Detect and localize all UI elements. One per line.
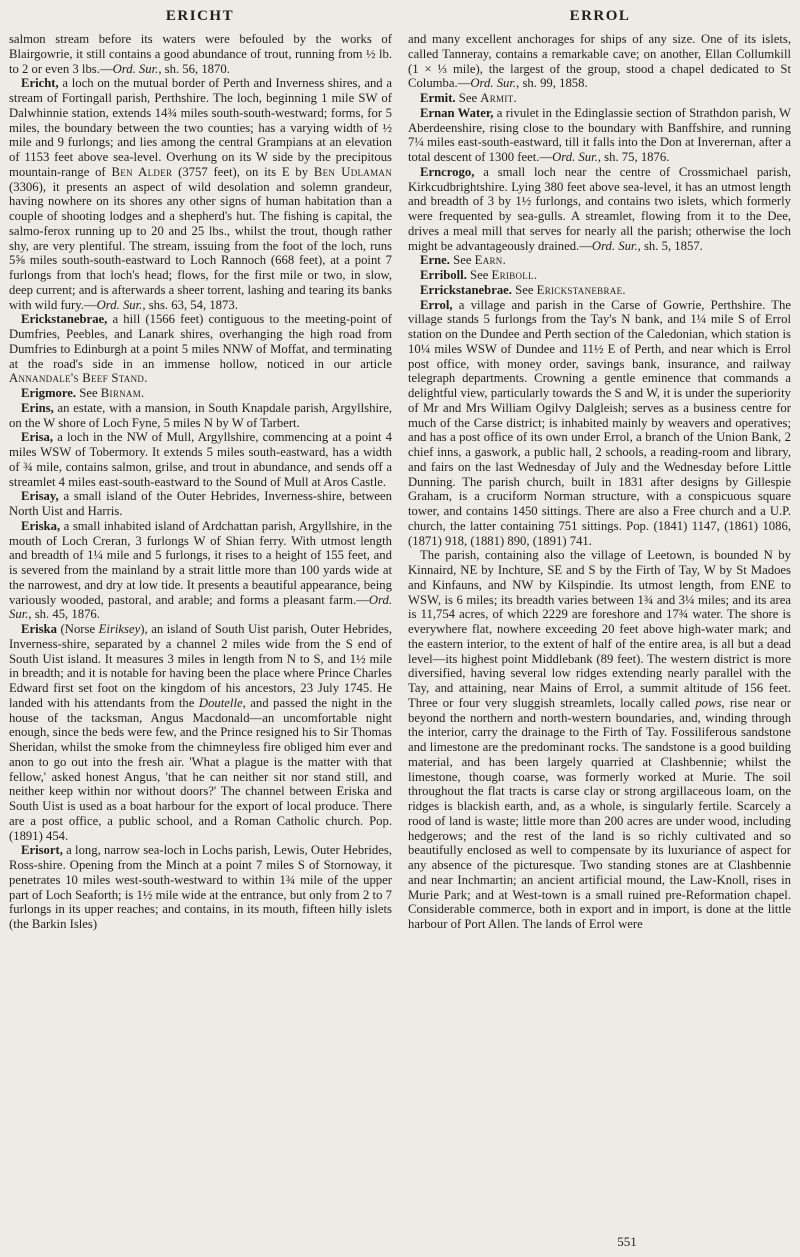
page-number: 551	[617, 1234, 637, 1249]
cross-reference: Eriboll	[491, 268, 534, 282]
body-text: See	[466, 268, 492, 282]
entry-name: Eriska	[21, 622, 57, 636]
cross-reference: Birnam	[100, 386, 142, 400]
entry-paragraph	[408, 283, 791, 298]
body-text: .	[144, 371, 148, 386]
entry-name: Errickstanebrae.	[420, 282, 512, 297]
entry-name: Erne.	[420, 253, 450, 268]
entry-paragraph	[408, 548, 791, 932]
entry-name: Erriboll.	[420, 268, 467, 282]
entry-name: Ermit.	[420, 91, 456, 105]
body-text: salmon stream before its waters were befouled by the works of Blairgowrie, it still contains a good abundance of trout, running from ½ lb. to 2 or even 3 lbs.—	[9, 32, 392, 76]
italic-text: Ord. Sur.	[96, 297, 143, 312]
right-running-head: ERROL	[569, 8, 631, 24]
entry-paragraph	[9, 489, 392, 519]
entry-paragraph	[9, 401, 392, 431]
entry-name: Erisa,	[21, 430, 54, 445]
entry-paragraph	[9, 312, 392, 386]
body-text: an estate, with a mansion, in South Knapdale parish, Argyllshire, on the W shore of Loch Fyne, 5 miles N by W of Tarbert.	[9, 400, 392, 430]
italic-text: Ord. Sur.	[9, 592, 392, 622]
left-column	[9, 32, 392, 1220]
entry-paragraph	[9, 622, 392, 843]
body-text: (3757 feet), on its E by	[172, 164, 314, 179]
entry-name: Errol,	[420, 297, 453, 312]
entry-paragraph	[408, 268, 791, 283]
cross-reference: Annandale's Beef Stand	[9, 371, 145, 386]
cross-reference: Ben Alder	[111, 164, 173, 179]
body-text: a village and parish in the Carse of Gowrie, Perthshire. The village stands 5 furlongs from the Tay's N bank, and 1¼ mile S of Errol station on the Dundee and Perth section of the Caledonian, which station is 10¼ miles WSW of Dundee and 11½ E of Perth, and near which is Errol post office, with money order, savings bank, insurance, and railway telegraph departments. Crowning a gentle eminence that commands a delightful view, particularly towards the S and W, it is under the superiority of Mr and Mrs William Ogilvy Dalgleish; serves as a business centre for much of the Carse district; is inhabited mainly by weavers and operatives; and has a post office of its own under Errol, a branch of the Union Bank, 2 chief inns, a gaswork, a public hall, 2 schools, a reading-room and library, and fairs on the last Wednesday of July and the Wednesday before Little Dunning. The parish church, built in 1831 after designs by Gillespie Graham, is a cruciform Norman structure, with a conspicuous square tower, and contains 1450 sittings. There are also a Free church and a U.P. church, the latter containing 751 sittings. Pop. (1841) 1147, (1861) 1086, (1871) 918, (1881) 890, (1891) 741.	[408, 297, 791, 548]
entry-paragraph	[408, 91, 791, 106]
running-heads	[0, 0, 800, 25]
body-text: .	[502, 253, 506, 268]
italic-text: Ord. Sur.	[552, 150, 598, 164]
entry-paragraph	[408, 32, 791, 91]
body-text: See	[449, 253, 475, 268]
entry-name: Erncrogo,	[420, 164, 475, 179]
entry-paragraph	[408, 253, 791, 268]
body-text: See	[76, 386, 101, 400]
entry-name: Erisay,	[21, 489, 59, 504]
body-text: a rivulet in the Edinglassie section of Strathdon parish, W Aberdeenshire, rising close to the boundary with Banffshire, and running 7¼ miles east-south-eastward, till it falls into the Don at Inverernan, after a total descent of 1300 feet.—	[408, 105, 791, 164]
italic-text: Ord. Sur.	[591, 238, 638, 253]
cross-reference: Ben Udlaman	[313, 164, 392, 179]
italic-text: Ord. Sur.	[470, 76, 517, 91]
entry-paragraph	[9, 386, 392, 401]
body-text: , sh. 99, 1858.	[516, 76, 588, 91]
body-text: , sh. 56, 1870.	[158, 61, 230, 76]
body-text: See	[511, 282, 537, 297]
body-text: .	[622, 282, 626, 297]
entry-name: Eriska,	[21, 518, 61, 533]
body-text: The parish, containing also the village of Leetown, is bounded N by Kinnaird, NE by Inchture, SE and S by the Firth of Tay, W by St Madoes and Kinfauns, and NW by Kilspindie. Its utmost length, from ENE to WSW, is 6 miles; its breadth varies between 1¾ and 3¼ miles; and its area is 11,754 acres, of which 2229 are foreshore and 17¾ water. The shore is everywhere flat, nowhere exceeding 20 feet above high-water mark; and the eastern interior, to the extent of half of the entire area, is all but a dead level—its highest point Middlebank (89 feet). The western district is more diversified, having several low ridges extending nearly parallel with the Tay, and attaining, near Mains of Errol, a summit altitude of 156 feet. Three or four very sluggish streamlets, locally called	[408, 548, 791, 710]
italic-text: Ord. Sur.	[112, 61, 159, 76]
body-text: a loch in the NW of Mull, Argyllshire, commencing at a point 4 miles WSW of Tobermory. It extends 5 miles south-eastward, has a width of ¾ mile, contains salmon, grilse, and trout in abundance, and sends off a streamlet 4 miles east-south-eastward to the Sound of Mull at Aros Castle.	[9, 430, 392, 489]
italic-text: pows	[695, 695, 722, 710]
body-text: , sh. 45, 1876.	[28, 607, 100, 622]
text-columns	[0, 25, 800, 1220]
body-text: a loch on the mutual border of Perth and Inverness shires, and a stream of Fortingall parish, Perthshire. The loch, beginning 1 mile SW of Dalwhinnie station, extends 14¾ miles south-south-westward; forms, for 5 miles, the boundary between the two counties; has a varying width of ½ mile and 9 furlongs; and lies among the central Grampians at an elevation of 1153 feet above sea-level. Overhung on its W side by the precipitous mountain-range of	[9, 76, 392, 179]
entry-paragraph	[408, 165, 791, 254]
right-column	[408, 32, 791, 1220]
left-running-head: ERICHT	[165, 8, 235, 24]
body-text: a small inhabited island of Ardchattan parish, Argyllshire, in the mouth of Loch Creran, 3 furlongs W of Shian ferry. With utmost length and breadth of 1¼ mile and 5 furlongs, it rises to a height of 155 feet, and is severed from the mainland by a strait little more than 100 yards wide at the narrowest, and dry at low tide. It presents a beautiful appearance, being variously wooded, pastoral, and arable; and forms a pleasant farm.—	[9, 518, 392, 607]
body-text: .	[513, 91, 517, 105]
body-text: , rise near or beyond the northern and north-western boundaries, and, winding through the interior, carry the drainage to the Firth of Tay. Fossiliferous sandstone and limestone are the predominant rocks. The sandstone is a good building material, and has been largely quarried at Clashbennie; whilst the limestone, though coarse, was formerly worked at Murie. The soil throughout the flat tracts is carse clay or strong argillaceous loam, on the ridges is blackish earth, and, as a whole, is singularly fertile. Scarcely a rood of land is waste; little more than 200 acres are under wood, including hedgerows; and the rest of the land is so richly cultivated and so beautifully enclosed as well to compensate by its luxuriance of aspect for any absence of the picturesque. Two standing stones are at Clashbennie and near Inchmartin; an ancient artificial mound, the Law-Knoll, rises in Murie Park; and at West-town is a small ruined pre-Reformation chapel. Considerable commerce, both in export and in import, is done at the little harbour of Port Allen. The lands of Errol were	[408, 695, 791, 931]
body-text: See	[455, 91, 481, 105]
entry-paragraph	[9, 519, 392, 622]
body-text: (3306), it presents an aspect of wild desolation and solemn grandeur, having nowhere on its shores any other signs of human habitation than a couple of shooting lodges and a shepherd's hut. The fishing is capital, the salmo-ferox running up to 20 and 25 lbs., whilst the trout, though rather shy, are very plentiful. The stream, issuing from the foot of the loch, runs 5⅝ miles south-south-eastward to Loch Rannoch (668 feet), at a point 7 furlongs from that loch's head; flows, for the first mile or two, in slow, deep current; and is afterwards a sheer torrent, lashing and tearing its banks with wild fury.—	[9, 179, 392, 312]
entry-name: Ericht,	[21, 76, 59, 91]
entry-paragraph	[9, 76, 392, 312]
body-text: , and passed the night in the house of the tacksman, Angus Macdonald—an uncomfortable night enough, since the beds were few, and the Prince resigned his to Sir Thomas Sheridan, whilst the smoke from the chimneyless fire obliged him ever and anon to go out into the fresh air. 'What a plague is the matter with that fellow,' asked honest Angus, 'that he can neither sit nor stand still, and neither keep within nor without doors?' The channel between Eriska and South Uist is used as a boat harbour for the export of local produce. There are a post office, a public school, and a Roman Catholic church. Pop. (1891) 454.	[9, 695, 392, 843]
entry-paragraph	[9, 32, 392, 76]
body-text: a small island of the Outer Hebrides, Inverness-shire, between North Uist and Harris.	[9, 489, 392, 518]
body-text: .	[533, 268, 538, 282]
entry-name: Erickstanebrae,	[21, 312, 108, 327]
entry-paragraph	[408, 298, 791, 549]
entry-paragraph	[9, 843, 392, 932]
cross-reference: Erickstanebrae	[536, 282, 623, 297]
cross-reference: Armit	[480, 91, 514, 105]
body-text: a long, narrow sea-loch in Lochs parish, Lewis, Outer Hebrides, Ross-shire. Opening from the Minch at a point 7 miles S of Stornoway, it penetrates 10 miles west-south-westward to within 1¾ mile of the upper part of Loch Seaforth; is 1½ mile wide at the entrance, but only from 2 to 7 furlongs in its upper reaches; and contains, in its mouth, fifteen hilly islets (the Barkin Isles)	[9, 843, 392, 931]
italic-text: Eiriksey	[98, 622, 141, 636]
body-text: (Norse	[56, 622, 99, 636]
body-text: , sh. 75, 1876.	[597, 150, 670, 164]
body-text: a hill (1566 feet) contiguous to the meeting-point of Dumfries, Peebles, and Lanark shires, overhanging the high road from Dumfries to Edinburgh at a point 5 miles NNW of Moffat, and terminating at the road's side in an immense hollow, noticed in our article	[9, 312, 392, 371]
entry-paragraph	[408, 106, 791, 165]
entry-name: Erisort,	[21, 843, 63, 858]
entry-paragraph	[9, 430, 392, 489]
body-text: ), an island of South Uist parish, Outer Hebrides, Inverness-shire, separated by a channel 2 miles wide from the S end of South Uist island. It measures 3 miles in length from N to S, and 1½ mile in breadth; and it is notable for having been the place where Prince Charles Edward first set foot on the kingdom of his ancestors, 23 July 1745. He landed with his attendants from the	[9, 622, 392, 710]
body-text: , shs. 63, 54, 1873.	[142, 297, 238, 312]
entry-name: Erigmore.	[21, 386, 77, 400]
body-text: a small loch near the centre of Crossmichael parish, Kirkcudbrightshire. Lying 380 feet above sea-level, it has an utmost length and breadth of 3 by 1½ furlongs, and contains two islets, which formerly were frequented by sea-gulls. A streamlet, flowing from it to the Dee, drives a meal mill that serves for nearly all the parish; otherwise the loch might be advantageously drained.—	[408, 164, 791, 253]
body-text: , sh. 5, 1857.	[637, 238, 703, 253]
cross-reference: Earn	[474, 253, 503, 268]
body-text: and many excellent anchorages for ships of any size. One of its islets, called Tanneray, contains a remarkable cave; on another, Ellan Collumkill (1 × ⅓ mile), the largest of the group, stood a chapel dedicated to St Columba.—	[408, 32, 791, 91]
italic-text: Doutelle	[198, 695, 243, 710]
entry-name: Ernan Water,	[420, 105, 494, 120]
entry-name: Erins,	[21, 400, 54, 415]
body-text: .	[141, 386, 145, 400]
